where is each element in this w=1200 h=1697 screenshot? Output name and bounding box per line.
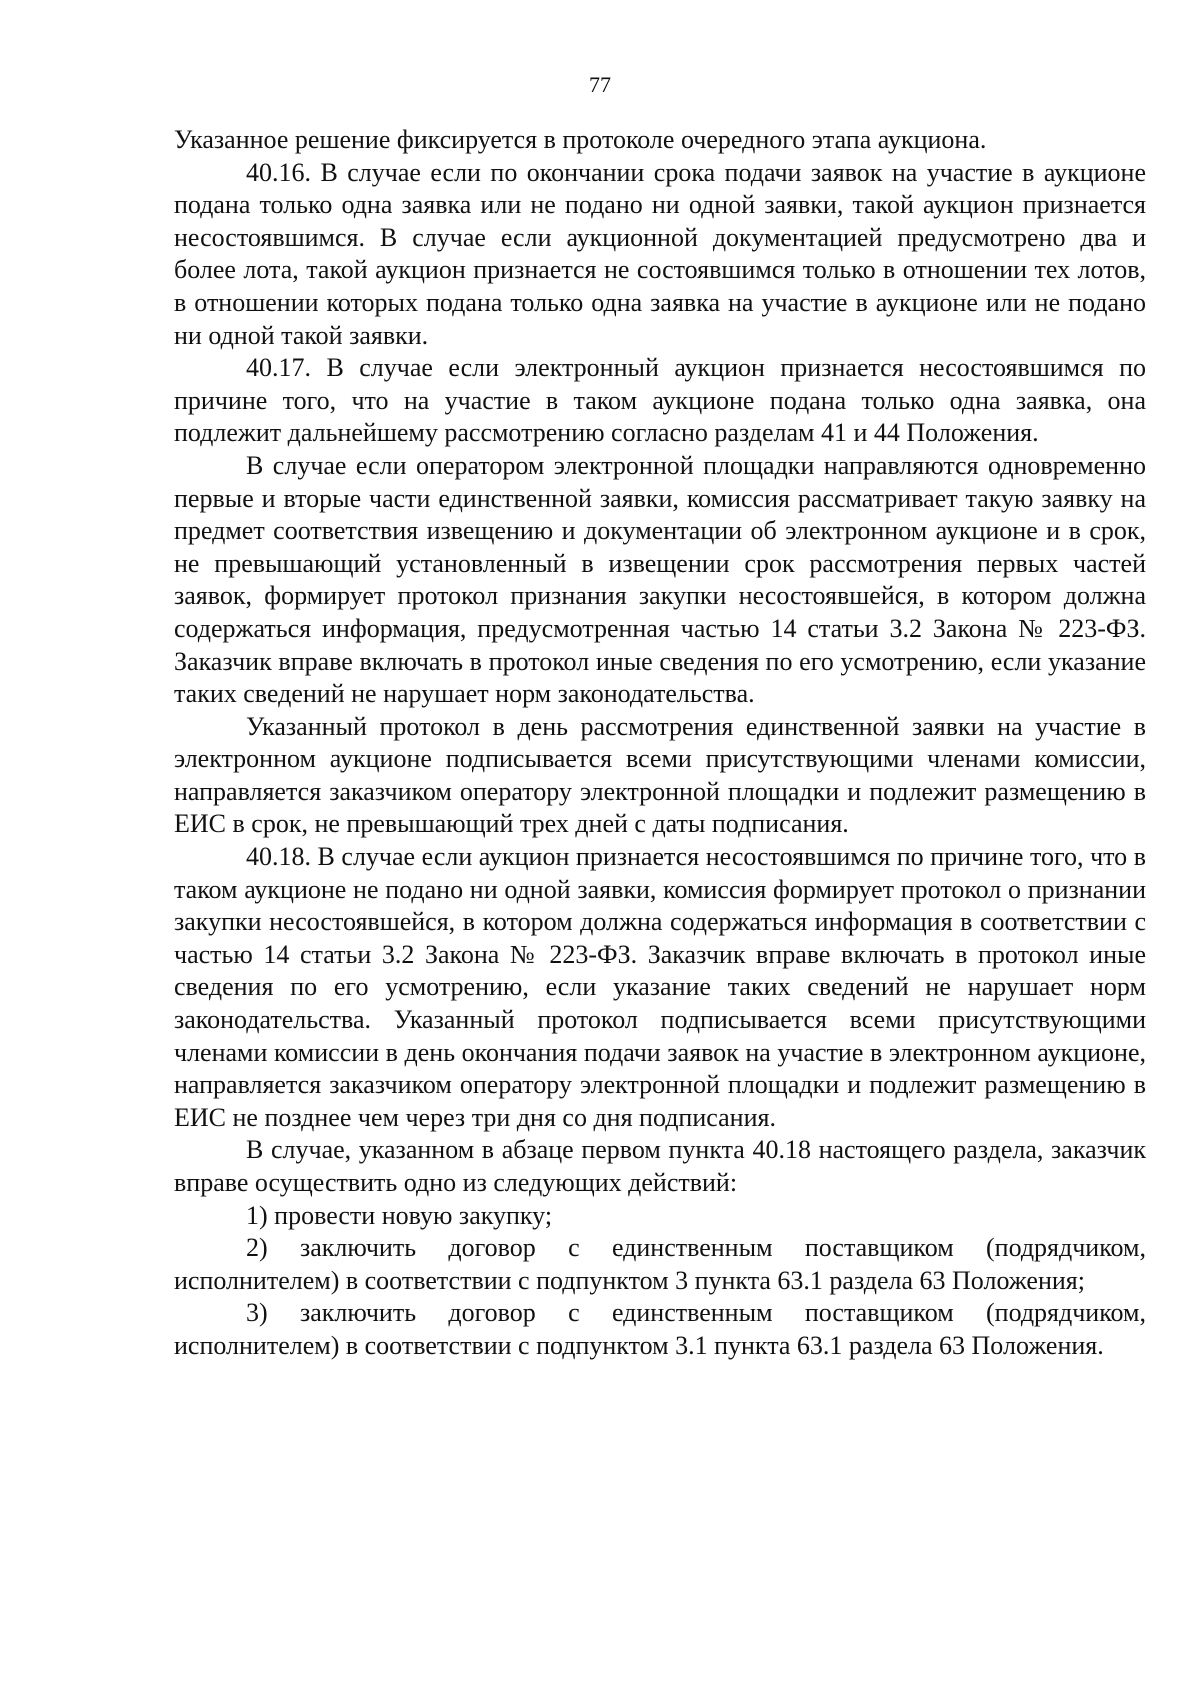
list-item-single-supplier-sub-3: 2) заключить договор с единственным поставщиком (подрядчиком, исполнителем) в соответствии с подпунктом 3 пункта 63.1 раздела 63 Положения; — [174, 1233, 1146, 1295]
list-item-single-supplier-sub-3-1: 3) заключить договор с единственным поставщиком (подрядчиком, исполнителем) в соответствии с подпунктом 3.1 пункта 63.1 раздела 63 Положения. — [174, 1298, 1146, 1360]
paragraph-clause-40-16: 40.16. В случае если по окончании срока подачи заявок на участие в аукционе подана только одна заявка или не подано ни одной заявки, такой аукцион признается несостоявшимся. В случае если аукционной документацией предусмотрено два и более лота, такой аукцион признается не состоявшимся только в отношении тех лотов, в отношении которых подана только одна заявка на участие в аукционе или не подано ни одной такой заявки. — [174, 157, 1146, 350]
paragraph-clause-40-18: 40.18. В случае если аукцион признается несостоявшимся по причине того, что в таком аукционе не подано ни одной заявки, комиссия формирует протокол о признании закупки несостоявшейся, в котором должна содержаться информация в соответствии с частью 14 статьи 3.2 Закона № 223-ФЗ. Заказчик вправе включать в протокол иные сведения по его усмотрению, если указание таких сведений не нарушает норм законодательства. Указанный протокол подписывается всеми присутствующими членами комиссии в день окончания подачи заявок на участие в электронном аукционе, направляется заказчиком оператору электронной площадки и подлежит размещению в ЕИС не позднее чем через три дня со дня подписания. — [174, 842, 1146, 1132]
paragraph-clause-40-17: 40.17. В случае если электронный аукцион признается несостоявшимся по причине того, что на участие в таком аукционе подана только одна заявка, она подлежит дальнейшему рассмотрению согласно разделам 41 и 44 Положения. — [174, 353, 1146, 448]
paragraph-decision-note: Указанное решение фиксируется в протоколе очередного этапа аукциона. — [174, 125, 987, 154]
paragraph-protocol-signing: Указанный протокол в день рассмотрения единственной заявки на участие в электронном аукционе подписывается всеми присутствующими членами комиссии, направляется заказчиком оператору электронной площадки и подлежит размещению в ЕИС в срок, не превышающий трех дней с даты подписания. — [174, 711, 1146, 839]
paragraph-single-application-review: В случае если оператором электронной площадки направляются одновременно первые и вторые части единственной заявки, комиссия рассматривает такую заявку на предмет соответствия извещению и документации об электронном аукционе и в срок, не превышающий установленный в извещении срок рассмотрения первых частей заявок, формирует протокол признания закупки несостоявшейся, в котором должна содержаться информация, предусмотренная частью 14 статьи 3.2 Закона № 223-ФЗ. Заказчик вправе включать в протокол иные сведения по его усмотрению, если указание таких сведений не нарушает норм законодательства. — [174, 450, 1146, 709]
list-item-new-purchase: 1) провести новую закупку; — [246, 1200, 553, 1230]
paragraph-customer-actions-intro: В случае, указанном в абзаце первом пункта 40.18 настоящего раздела, заказчик вправе осуществить одно из следующих действий: — [174, 1135, 1146, 1197]
page-number: 77 — [589, 72, 611, 97]
document-body — [174, 124, 1146, 1363]
